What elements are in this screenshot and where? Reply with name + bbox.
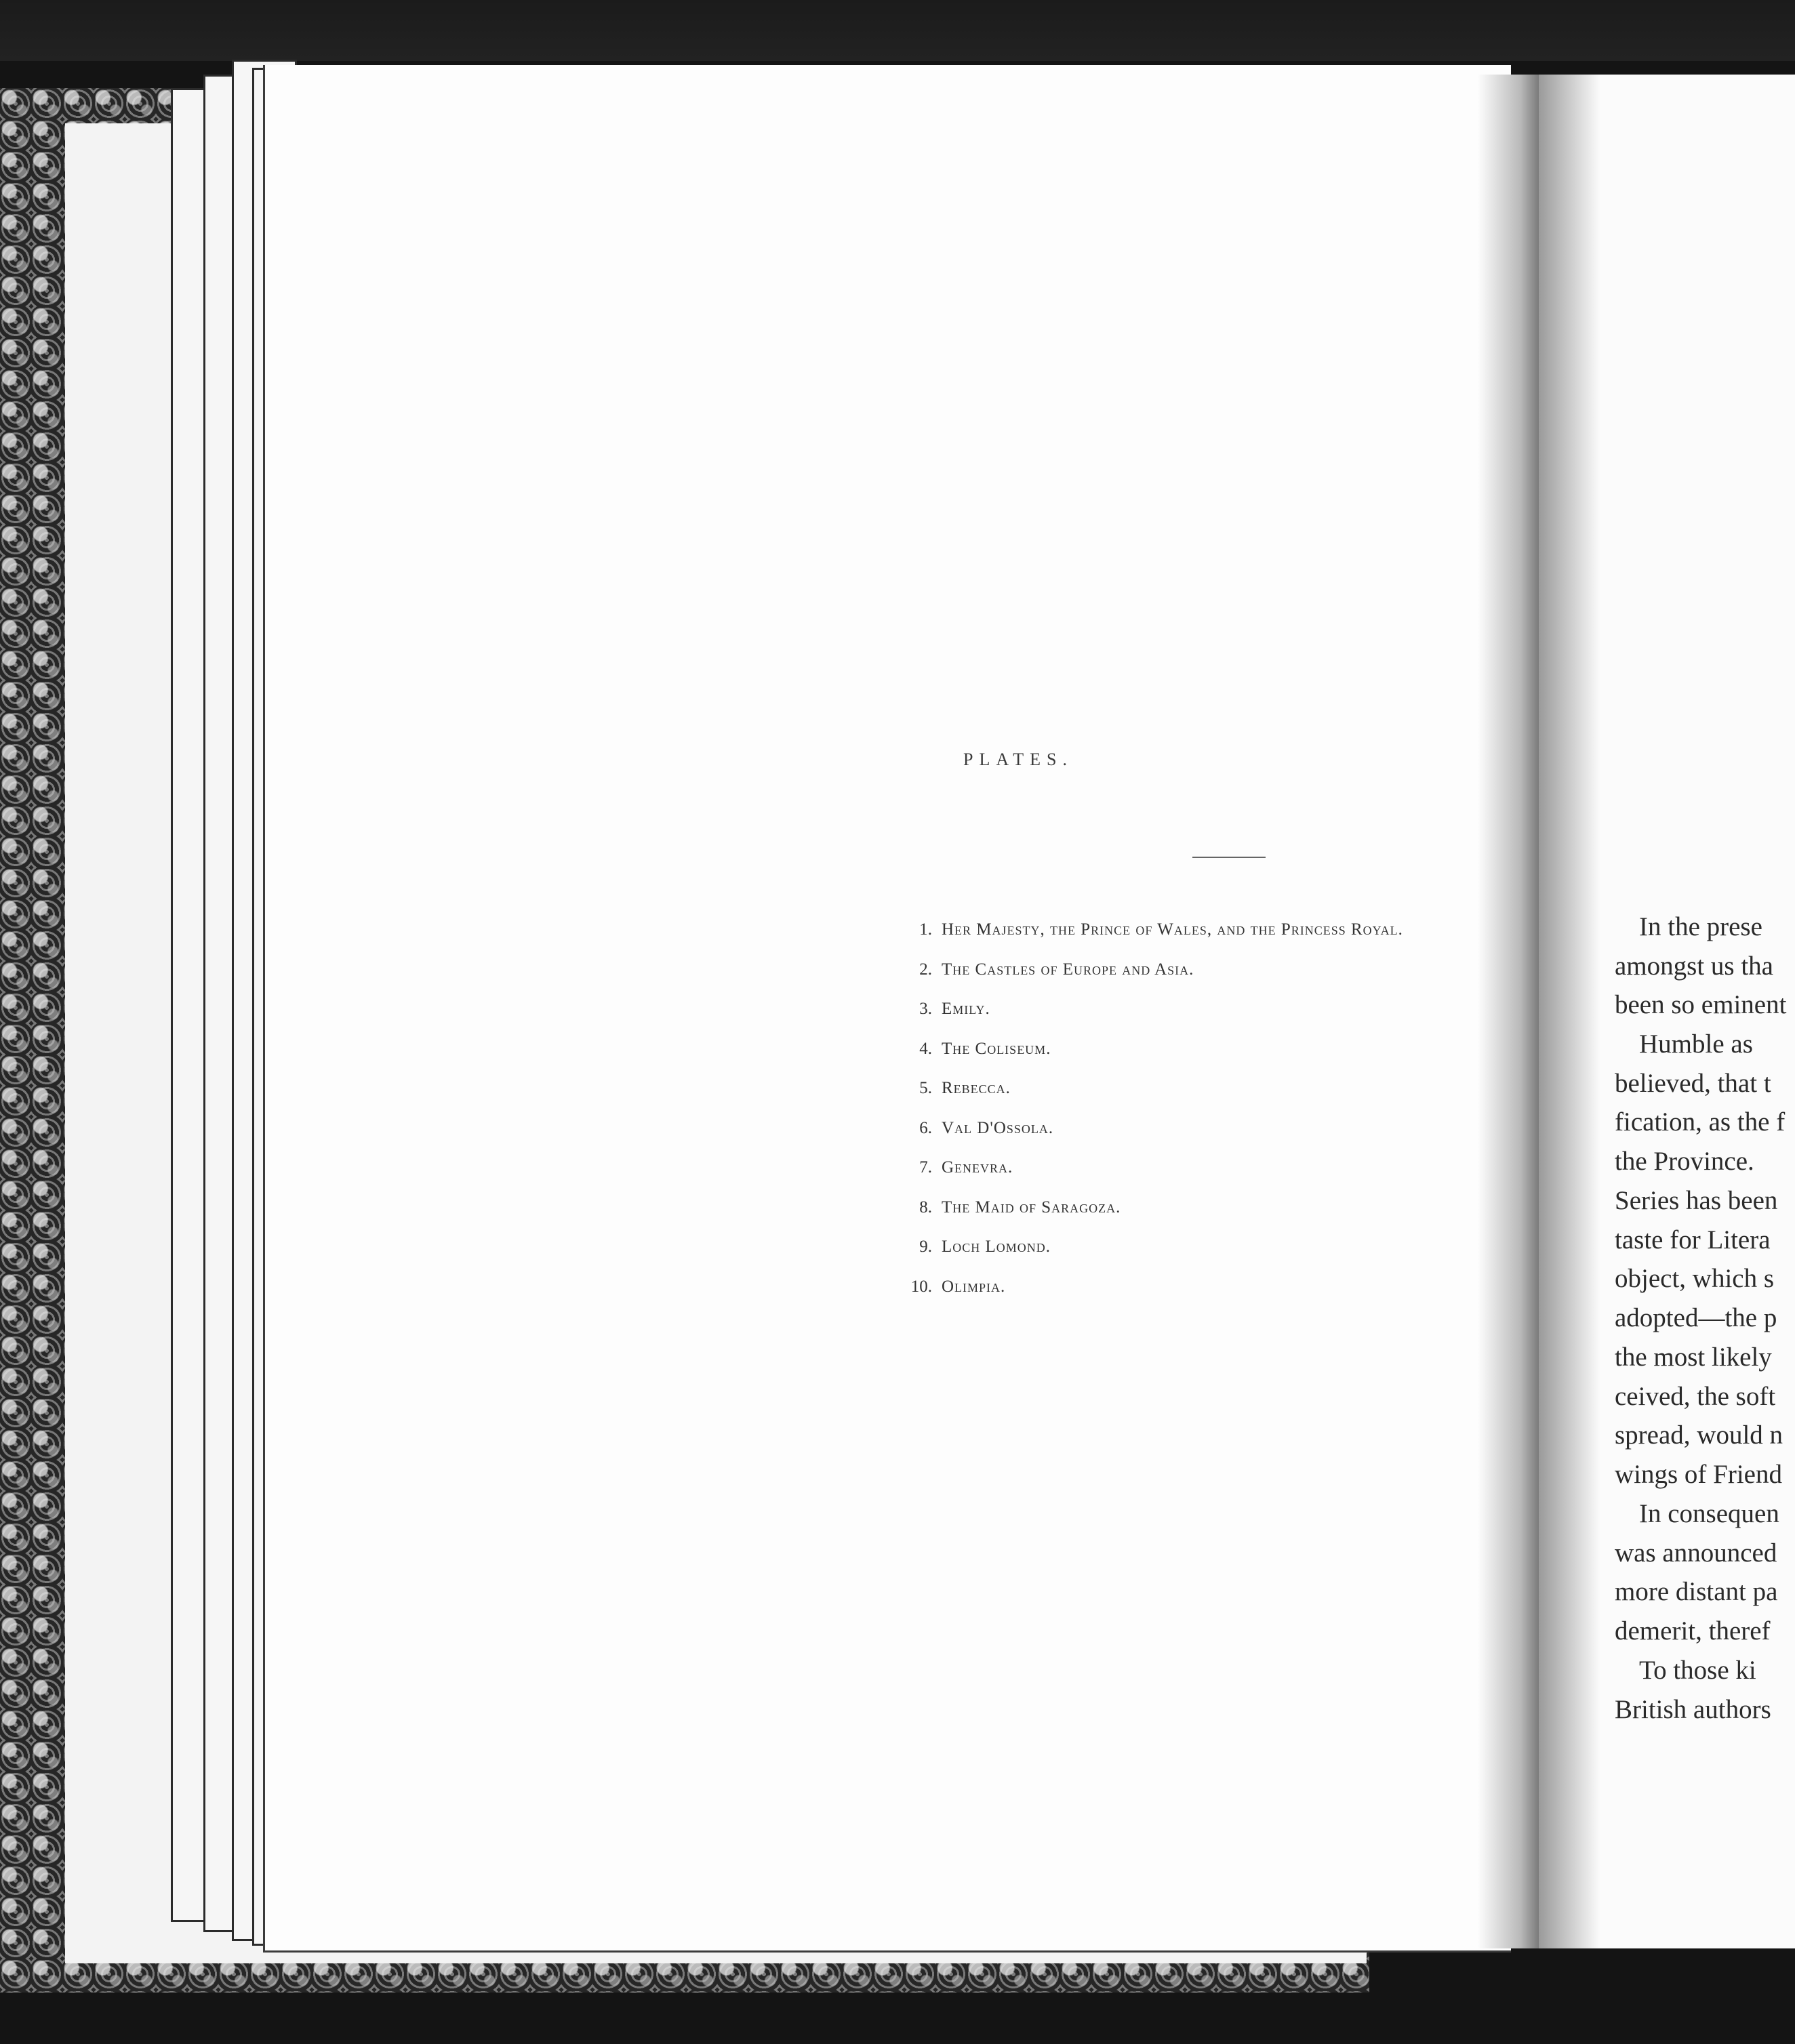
plate-number: 3. xyxy=(919,1000,932,1018)
plate-number: 5. xyxy=(919,1079,932,1097)
gutter-shadow xyxy=(1478,75,1539,1948)
plate-title: Emily. xyxy=(942,1000,990,1018)
left-page xyxy=(263,65,1511,1953)
heading-rule xyxy=(1192,857,1266,858)
list-item xyxy=(895,920,1403,960)
plate-number: 9. xyxy=(919,1238,932,1256)
text-line: been so eminent xyxy=(1615,990,1787,1019)
plate-number: 7. xyxy=(919,1158,932,1177)
list-item xyxy=(895,1198,1403,1238)
plate-title: Rebecca. xyxy=(942,1079,1011,1097)
list-item xyxy=(895,1079,1403,1119)
text-line: In the prese xyxy=(1639,912,1762,941)
plates-heading: PLATES. xyxy=(963,750,1073,769)
list-item xyxy=(895,1040,1403,1080)
text-line: adopted—the p xyxy=(1615,1303,1777,1332)
text-line: spread, would n xyxy=(1615,1420,1783,1450)
list-item xyxy=(895,1238,1403,1278)
plate-number: 6. xyxy=(919,1118,932,1137)
list-item xyxy=(895,1119,1403,1159)
plate-number: 2. xyxy=(919,960,932,979)
text-line: believed, that t xyxy=(1615,1069,1771,1098)
text-line: wings of Friend xyxy=(1615,1460,1782,1489)
plate-title: Val D'Ossola. xyxy=(942,1118,1054,1137)
plate-title: Her Majesty, the Prince of Wales, and the Princess Royal. xyxy=(942,920,1403,939)
text-line: demerit, theref xyxy=(1615,1616,1771,1646)
plate-title: The Castles of Europe and Asia. xyxy=(942,960,1194,979)
text-line: taste for Litera xyxy=(1615,1225,1771,1254)
plate-title: The Maid of Saragoza. xyxy=(942,1198,1121,1217)
plate-title: Genevra. xyxy=(942,1158,1013,1177)
plate-title: Olimpia. xyxy=(942,1277,1006,1296)
text-line: amongst us tha xyxy=(1615,952,1773,981)
list-item xyxy=(895,1158,1403,1198)
text-line: object, which s xyxy=(1615,1264,1775,1293)
plate-number: 4. xyxy=(919,1039,932,1058)
plate-number: 10. xyxy=(910,1277,932,1296)
gutter-shade xyxy=(1539,75,1600,1948)
text-line: Series has been xyxy=(1615,1186,1778,1215)
text-line: ceived, the soft xyxy=(1615,1382,1776,1411)
plate-number: 8. xyxy=(919,1198,932,1217)
text-line: fication, as the f xyxy=(1615,1107,1786,1137)
text-line: more distant pa xyxy=(1615,1577,1778,1606)
list-item xyxy=(895,960,1403,1000)
text-line: To those ki xyxy=(1639,1656,1756,1685)
text-line: the Province. xyxy=(1615,1147,1754,1176)
text-line: the most likely xyxy=(1615,1343,1772,1372)
text-line: In consequen xyxy=(1639,1499,1779,1528)
plate-number: 1. xyxy=(919,920,932,939)
scan-background xyxy=(0,0,1795,61)
text-line: was announced xyxy=(1615,1538,1777,1568)
plate-title: The Coliseum. xyxy=(942,1039,1051,1058)
list-item xyxy=(895,1000,1403,1040)
plate-title: Loch Lomond. xyxy=(942,1238,1051,1256)
text-line: Humble as xyxy=(1639,1029,1753,1059)
plates-list xyxy=(895,920,1403,1317)
text-line: British authors xyxy=(1615,1695,1771,1724)
right-page xyxy=(1539,75,1795,1948)
list-item xyxy=(895,1278,1403,1317)
